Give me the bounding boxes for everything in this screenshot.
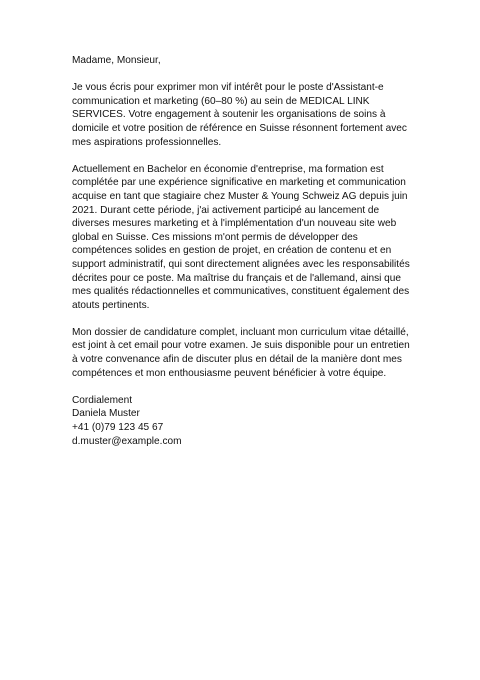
paragraph-closing: Mon dossier de candidature complet, incluant mon curriculum vitae détaillé, est joint à cet email pour votre examen. Je suis disponible pour un entretien à votre convenance afin de discuter plus en détail de la manière dont mes compétences et mon enthousiasme peuvent bénéficier à votre équipe. [72,326,410,379]
paragraph-intro: Je vous écris pour exprimer mon vif intérêt pour le poste d'Assistant-e communication et marketing (60–80 %) au sein de MEDICAL LINK SERVICES. Votre engagement à soutenir les organisations de soins à domicile et votre position de référence en Suisse résonnent fortement avec mes aspirations professionnelles. [72,82,407,148]
cover-letter [72,54,412,448]
sender-email: d.muster@example.com [72,435,182,447]
sender-name: Daniela Muster [72,408,140,420]
salutation: Madame, Monsieur, [72,55,161,66]
paragraph-experience: Actuellement en Bachelor en économie d'entreprise, ma formation est complétée par une expérience significative en marketing et communication acquise en tant que stagiaire chez Muster & Young Schweiz AG depuis juin 2021. Durant cette période, j'ai activement participé au lancement de diverses mesures marketing et à l'implémentation d'un nouveau site web global en Suisse. Ces missions m'ont permis de développer des compétences solides en gestion de projet, en création de contenu et en support administratif, qui sont directement alignées avec les responsabilités décrites pour ce poste. Ma maîtrise du français et de l'allemand, ainsi que mes qualités rédactionnelles et communicatives, constituent également des atouts pertinents. [72,163,410,311]
signature-block [72,394,412,448]
sender-phone: +41 (0)79 123 45 67 [72,422,164,434]
closing-phrase: Cordialement [72,394,133,406]
